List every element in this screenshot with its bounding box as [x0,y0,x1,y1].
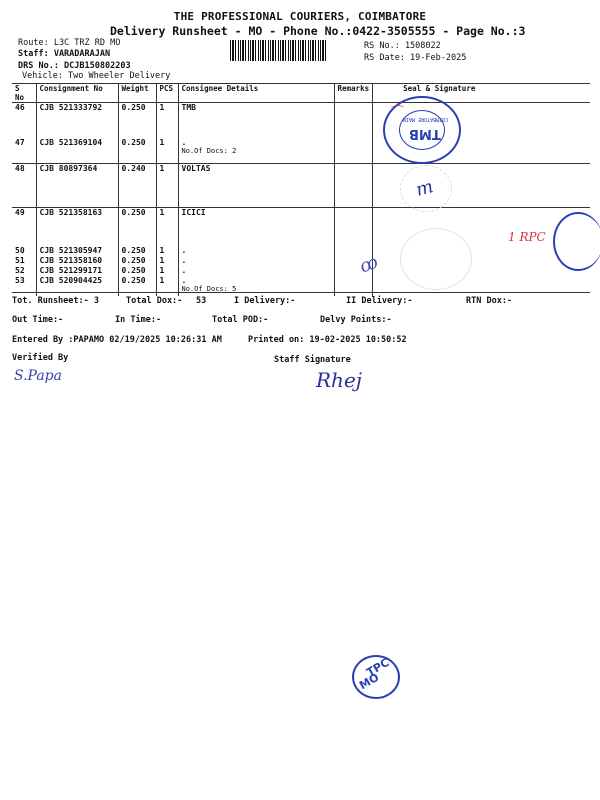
col-seal-signature: Seal & Signature [373,84,590,103]
route: Route: L3C TRZ RD MO [18,38,121,48]
col-weight: Weight [118,84,156,103]
col-remarks: Remarks [334,84,373,103]
table-row: 52 CJB 521299171 0.250 1 . [12,266,590,276]
drs-no: DRS No.: DCJB150802203 [18,61,131,71]
table-row: 47 CJB 521369104 0.250 1 . No.Of Docs: 2 [12,138,590,164]
faint-stamp [400,165,452,212]
summary-divider [12,292,590,293]
table-row: 49 CJB 521358163 0.250 1 ICICI [12,208,590,246]
table-row: 51 CJB 521358160 0.250 1 . [12,256,590,266]
table-header-row [12,84,590,103]
runsheet-subtitle: Delivery Runsheet - MO - Phone No.:0422-3505555 - Page No.:3 [110,24,526,38]
rpc-note: 1 RPC [508,230,546,244]
tpc-sub-text: MO [357,670,382,693]
rs-no: RS No.: 1508022 [364,41,441,51]
i-delivery: I Delivery:- [234,296,296,306]
col-sno: S No [15,84,25,102]
total-dox-value: 53 [196,296,207,306]
staff: Staff: VARADARAJAN [18,49,111,59]
rs-date: RS Date: 19-Feb-2025 [364,53,467,63]
company-title: THE PROFESSIONAL COURIERS, COIMBATORE [173,10,427,23]
tpc-stamp [352,655,400,699]
col-consignee: Consignee Details [178,84,334,103]
tmb-logo: TMB [409,126,441,141]
table-row: 46 CJB 521333792 0.250 1 TMB [12,103,590,138]
table-row: 53 CJB 520904425 0.250 1 . No.Of Docs: 5 [12,276,590,296]
staff-signature: Rhej [316,368,362,392]
runsheet-table [12,83,590,296]
red-ink-mark: ⌒ [388,105,402,121]
entered-by: Entered By :PAPAMO 02/19/2025 10:26:31 AM [12,335,222,345]
tmb-inner-text: COIMBATORE MAIN [403,116,449,122]
verified-by-label: Verified By [12,353,69,363]
rtn-dox: RTN Dox:- [466,296,513,306]
ii-delivery: II Delivery:- [346,296,413,306]
verified-signature: S.Papa [14,368,62,384]
total-dox-label: Total Dox:- [126,296,183,306]
table-row: 50 CJB 521305947 0.250 1 . [12,246,590,256]
tot-runsheet: Tot. Runsheet:- 3 [12,296,99,306]
staff-signature-label: Staff Signature [274,355,351,365]
delvy-points: Delvy Points:- [320,315,392,325]
col-consignment: Consignment No [36,84,118,103]
vehicle: Vehicle: Two Wheeler Delivery [22,71,171,81]
in-time: In Time:- [115,315,162,325]
voltas-signature: m [413,176,436,201]
partial-blue-stamp [553,212,600,271]
docs-count: No.Of Docs: 2 [181,146,237,155]
barcode [230,40,327,61]
docs-count: No.Of Docs: 5 [181,284,237,293]
out-time: Out Time:- [12,315,64,325]
faint-stamp-2 [400,228,472,290]
printed-on: Printed on: 19-02-2025 10:50:52 [248,335,407,345]
total-pod: Total POD:- [212,315,269,325]
table-row: 48 CJB 80897364 0.240 1 VOLTAS [12,164,590,208]
tpc-text: TPC [364,655,392,680]
col-pcs: PCS [156,84,178,103]
icici-signature: ꝏ [356,251,382,278]
